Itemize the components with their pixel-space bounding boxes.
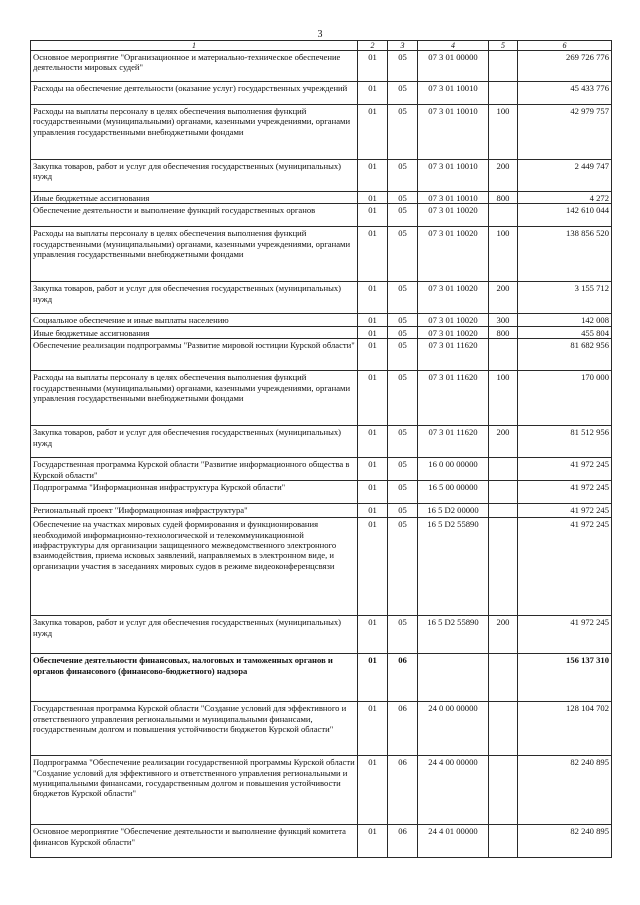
row-amount-cell: 128 104 702: [518, 702, 612, 756]
header-row: [31, 41, 612, 51]
row-subsection-cell: 05: [388, 616, 418, 654]
header-col-3: 3: [388, 41, 418, 51]
row-amount-cell: 156 137 310: [518, 654, 612, 702]
table-row: [31, 51, 612, 82]
row-name-cell: Государственная программа Курской области "Развитие информационного общества в Курской области": [31, 458, 358, 481]
table-row: [31, 314, 612, 326]
row-name-cell: Расходы на обеспечение деятельности (оказание услуг) государственных учреждений: [31, 82, 358, 105]
row-section-cell: 01: [358, 160, 388, 192]
row-expense-type-cell: [489, 458, 518, 481]
row-expense-type-cell: [489, 825, 518, 858]
row-name-cell: Расходы на выплаты персоналу в целях обеспечения выполнения функций государственными (муниципальными) органами, казенными учреждениями, органами управления государственными внебюджетными фондами: [31, 227, 358, 282]
header-col-6: 6: [518, 41, 612, 51]
row-subsection-cell: 06: [388, 825, 418, 858]
row-subsection-cell: 05: [388, 82, 418, 105]
table-row: [31, 616, 612, 654]
row-target-article-cell: 07 3 01 11620: [418, 339, 489, 371]
row-amount-cell: 81 512 956: [518, 426, 612, 458]
row-amount-cell: 41 972 245: [518, 518, 612, 616]
row-target-article-cell: 24 0 00 00000: [418, 702, 489, 756]
row-section-cell: 01: [358, 825, 388, 858]
row-section-cell: 01: [358, 371, 388, 426]
row-name-cell: Закупка товаров, работ и услуг для обеспечения государственных (муниципальных) нужд: [31, 426, 358, 458]
row-subsection-cell: 06: [388, 654, 418, 702]
row-subsection-cell: 05: [388, 227, 418, 282]
row-name-cell: Социальное обеспечение и иные выплаты населению: [31, 314, 358, 326]
row-target-article-cell: 16 5 00 00000: [418, 481, 489, 504]
row-name-cell: Иные бюджетные ассигнования: [31, 192, 358, 204]
row-section-cell: 01: [358, 426, 388, 458]
row-name-cell: Обеспечение на участках мировых судей формирования и функционирования необходимой информационно-технологической и телекоммуникационной инфраструктуры для организации защищенного межведомственного электронного взаимодействия, приема исковых заявлений, направляемых в электронном виде, и организации участия в заседаниях мировых судов в режиме видеоконференцсвязи: [31, 518, 358, 616]
table-row: [31, 227, 612, 282]
row-target-article-cell: 07 3 01 10020: [418, 227, 489, 282]
row-target-article-cell: 16 5 D2 55890: [418, 616, 489, 654]
row-section-cell: 01: [358, 105, 388, 160]
row-subsection-cell: 05: [388, 481, 418, 504]
row-name-cell: Обеспечение деятельности финансовых, налоговых и таможенных органов и органов финансового (финансово-бюджетного) надзора: [31, 654, 358, 702]
row-section-cell: 01: [358, 314, 388, 326]
row-name-cell: Подпрограмма "Обеспечение реализации государственной программы Курской области "Создание условий для эффективного и ответственного управления региональными и муниципальными финансами, государственным долгом и повышения устойчивости бюджетов Курской области": [31, 756, 358, 825]
row-expense-type-cell: [489, 82, 518, 105]
table-row: [31, 504, 612, 518]
row-expense-type-cell: [489, 51, 518, 82]
row-section-cell: 01: [358, 51, 388, 82]
row-section-cell: 01: [358, 702, 388, 756]
table-row: [31, 654, 612, 702]
row-section-cell: 01: [358, 204, 388, 227]
row-subsection-cell: 05: [388, 426, 418, 458]
row-section-cell: 01: [358, 339, 388, 371]
table-row: [31, 82, 612, 105]
header-col-5: 5: [489, 41, 518, 51]
row-amount-cell: 269 726 776: [518, 51, 612, 82]
row-amount-cell: 41 972 245: [518, 616, 612, 654]
row-target-article-cell: 07 3 01 00000: [418, 51, 489, 82]
row-target-article-cell: 07 3 01 10020: [418, 314, 489, 326]
table-row: [31, 204, 612, 227]
row-target-article-cell: 07 3 01 10010: [418, 82, 489, 105]
row-expense-type-cell: 800: [489, 326, 518, 338]
row-name-cell: Основное мероприятие "Организационное и материально-техническое обеспечение деятельности мировых судей": [31, 51, 358, 82]
row-expense-type-cell: [489, 654, 518, 702]
row-section-cell: 01: [358, 326, 388, 338]
row-amount-cell: 3 155 712: [518, 282, 612, 314]
row-amount-cell: 142 008: [518, 314, 612, 326]
header-col-1: 1: [31, 41, 358, 51]
row-amount-cell: 42 979 757: [518, 105, 612, 160]
row-target-article-cell: 16 5 D2 55890: [418, 518, 489, 616]
row-subsection-cell: 05: [388, 504, 418, 518]
row-section-cell: 01: [358, 282, 388, 314]
row-subsection-cell: 05: [388, 160, 418, 192]
row-expense-type-cell: [489, 481, 518, 504]
row-expense-type-cell: 200: [489, 282, 518, 314]
row-expense-type-cell: [489, 504, 518, 518]
row-amount-cell: 4 272: [518, 192, 612, 204]
row-amount-cell: 81 682 956: [518, 339, 612, 371]
row-name-cell: Региональный проект "Информационная инфраструктура": [31, 504, 358, 518]
row-target-article-cell: 07 3 01 10020: [418, 282, 489, 314]
row-amount-cell: 2 449 747: [518, 160, 612, 192]
table-row: [31, 371, 612, 426]
row-target-article-cell: 07 3 01 10020: [418, 204, 489, 227]
row-expense-type-cell: [489, 756, 518, 825]
header-col-2: 2: [358, 41, 388, 51]
row-section-cell: 01: [358, 192, 388, 204]
row-subsection-cell: 05: [388, 326, 418, 338]
header-col-4: 4: [418, 41, 489, 51]
row-section-cell: 01: [358, 481, 388, 504]
table-row: [31, 825, 612, 858]
row-expense-type-cell: [489, 204, 518, 227]
budget-table: [30, 40, 612, 858]
row-subsection-cell: 05: [388, 314, 418, 326]
row-section-cell: 01: [358, 654, 388, 702]
row-subsection-cell: 05: [388, 518, 418, 616]
row-subsection-cell: 05: [388, 204, 418, 227]
table-row: [31, 756, 612, 825]
row-name-cell: Государственная программа Курской области "Создание условий для эффективного и ответственного управления региональными и муниципальными финансами, государственным долгом и повышения устойчивости бюджетов Курской области": [31, 702, 358, 756]
row-target-article-cell: [418, 654, 489, 702]
row-subsection-cell: 06: [388, 756, 418, 825]
row-target-article-cell: 16 0 00 00000: [418, 458, 489, 481]
row-section-cell: 01: [358, 756, 388, 825]
row-target-article-cell: 24 4 00 00000: [418, 756, 489, 825]
row-subsection-cell: 05: [388, 51, 418, 82]
page-number: 3: [317, 29, 323, 40]
table-row: [31, 282, 612, 314]
row-subsection-cell: 05: [388, 105, 418, 160]
row-amount-cell: 170 000: [518, 371, 612, 426]
row-amount-cell: 41 972 245: [518, 481, 612, 504]
row-expense-type-cell: 100: [489, 227, 518, 282]
row-amount-cell: 142 610 044: [518, 204, 612, 227]
row-expense-type-cell: 300: [489, 314, 518, 326]
row-amount-cell: 138 856 520: [518, 227, 612, 282]
row-target-article-cell: 07 3 01 10010: [418, 160, 489, 192]
row-amount-cell: 82 240 895: [518, 756, 612, 825]
table-row: [31, 702, 612, 756]
row-section-cell: 01: [358, 82, 388, 105]
row-expense-type-cell: 200: [489, 426, 518, 458]
row-subsection-cell: 05: [388, 458, 418, 481]
row-name-cell: Расходы на выплаты персоналу в целях обеспечения выполнения функций государственными (муниципальными) органами, казенными учреждениями, органами управления государственными внебюджетными фондами: [31, 371, 358, 426]
row-subsection-cell: 05: [388, 339, 418, 371]
row-amount-cell: 45 433 776: [518, 82, 612, 105]
row-name-cell: Обеспечение деятельности и выполнение функций государственных органов: [31, 204, 358, 227]
table-row: [31, 518, 612, 616]
row-expense-type-cell: [489, 339, 518, 371]
row-target-article-cell: 07 3 01 10010: [418, 192, 489, 204]
table-row: [31, 160, 612, 192]
row-target-article-cell: 16 5 D2 00000: [418, 504, 489, 518]
row-subsection-cell: 05: [388, 282, 418, 314]
row-name-cell: Обеспечение реализации подпрограммы "Развитие мировой юстиции Курской области": [31, 339, 358, 371]
row-target-article-cell: 24 4 01 00000: [418, 825, 489, 858]
row-name-cell: Основное мероприятие "Обеспечение деятельности и выполнение функций комитета финансов Курской области": [31, 825, 358, 858]
row-amount-cell: 41 972 245: [518, 458, 612, 481]
row-subsection-cell: 05: [388, 192, 418, 204]
row-name-cell: Подпрограмма "Информационная инфраструктура Курской области": [31, 481, 358, 504]
table-row: [31, 326, 612, 338]
row-amount-cell: 82 240 895: [518, 825, 612, 858]
table-row: [31, 458, 612, 481]
row-subsection-cell: 05: [388, 371, 418, 426]
row-section-cell: 01: [358, 504, 388, 518]
row-target-article-cell: 07 3 01 10020: [418, 326, 489, 338]
table-row: [31, 339, 612, 371]
row-target-article-cell: 07 3 01 11620: [418, 426, 489, 458]
row-expense-type-cell: 100: [489, 105, 518, 160]
table-row: [31, 481, 612, 504]
row-subsection-cell: 06: [388, 702, 418, 756]
row-amount-cell: 455 804: [518, 326, 612, 338]
table-row: [31, 105, 612, 160]
table-row: [31, 426, 612, 458]
row-expense-type-cell: 200: [489, 160, 518, 192]
row-expense-type-cell: 200: [489, 616, 518, 654]
row-expense-type-cell: [489, 702, 518, 756]
row-section-cell: 01: [358, 227, 388, 282]
row-expense-type-cell: 800: [489, 192, 518, 204]
row-section-cell: 01: [358, 458, 388, 481]
row-name-cell: Закупка товаров, работ и услуг для обеспечения государственных (муниципальных) нужд: [31, 282, 358, 314]
row-name-cell: Закупка товаров, работ и услуг для обеспечения государственных (муниципальных) нужд: [31, 616, 358, 654]
row-expense-type-cell: 100: [489, 371, 518, 426]
table-row: [31, 192, 612, 204]
row-section-cell: 01: [358, 616, 388, 654]
row-section-cell: 01: [358, 518, 388, 616]
row-target-article-cell: 07 3 01 11620: [418, 371, 489, 426]
row-name-cell: Закупка товаров, работ и услуг для обеспечения государственных (муниципальных) нужд: [31, 160, 358, 192]
row-target-article-cell: 07 3 01 10010: [418, 105, 489, 160]
row-expense-type-cell: [489, 518, 518, 616]
row-name-cell: Иные бюджетные ассигнования: [31, 326, 358, 338]
row-name-cell: Расходы на выплаты персоналу в целях обеспечения выполнения функций государственными (муниципальными) органами, казенными учреждениями, органами управления государственными внебюджетными фондами: [31, 105, 358, 160]
row-amount-cell: 41 972 245: [518, 504, 612, 518]
